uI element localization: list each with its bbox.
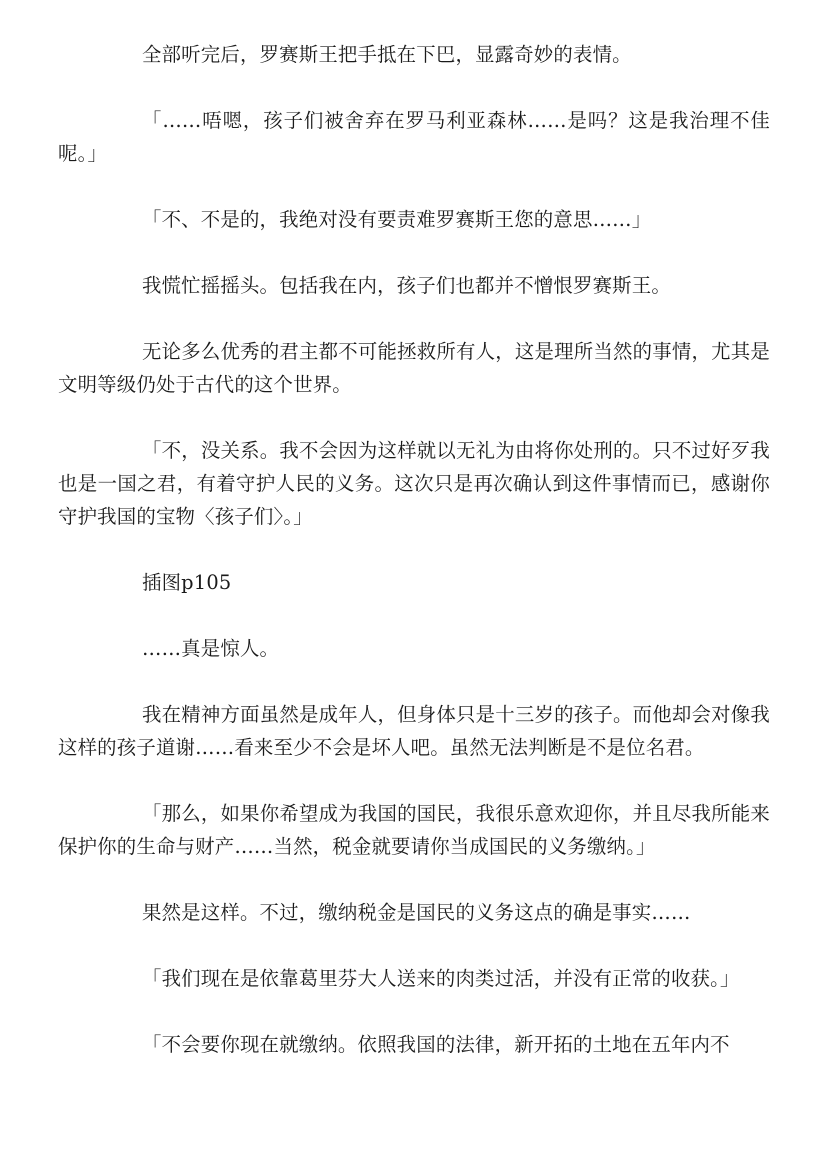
paragraph: 果然是这样。不过，缴纳税金是国民的义务这点的确是事实……: [142, 901, 691, 924]
paragraph: 无论多么优秀的君主都不可能拯救所有人，这是理所当然的事情，尤其是文明等级仍处于古代的这个世界。: [58, 340, 770, 396]
paragraph: 「……唔嗯，孩子们被舍弃在罗马利亚森林……是吗？这是我治理不佳呢。」: [58, 109, 770, 165]
paragraph: 「不会要你现在就缴纳。依照我国的法律，新开拓的土地在五年内不: [142, 1033, 730, 1056]
paragraph: 「不，没关系。我不会因为这样就以无礼为由将你处刑的。只不过好歹我也是一国之君，有着守护人民的义务。这次只是再次确认到这件事情而已，感谢你守护我国的宝物〈孩子们〉。」: [58, 439, 770, 528]
illustration-marker: 插图p105: [142, 571, 232, 594]
paragraph: 「不、不是的，我绝对没有要责难罗赛斯王您的意思……」: [142, 208, 652, 231]
paragraph: 全部听完后，罗赛斯王把手抵在下巴，显露奇妙的表情。: [142, 43, 632, 66]
paragraph: 「我们现在是依靠葛里芬大人送来的肉类过活，并没有正常的收获。」: [142, 967, 740, 990]
paragraph: 「那么，如果你希望成为我国的国民，我很乐意欢迎你，并且尽我所能来保护你的生命与财产……当然，税金就要请你当成国民的义务缴纳。」: [58, 802, 770, 858]
paragraph: ……真是惊人。: [142, 637, 280, 660]
paragraph: 我慌忙摇摇头。包括我在内，孩子们也都并不憎恨罗赛斯王。: [142, 274, 671, 297]
document-page: [58, 38, 770, 1094]
paragraph: 我在精神方面虽然是成年人，但身体只是十三岁的孩子。而他却会对像我这样的孩子道谢……看来至少不会是坏人吧。虽然无法判断是不是位名君。: [58, 703, 770, 759]
